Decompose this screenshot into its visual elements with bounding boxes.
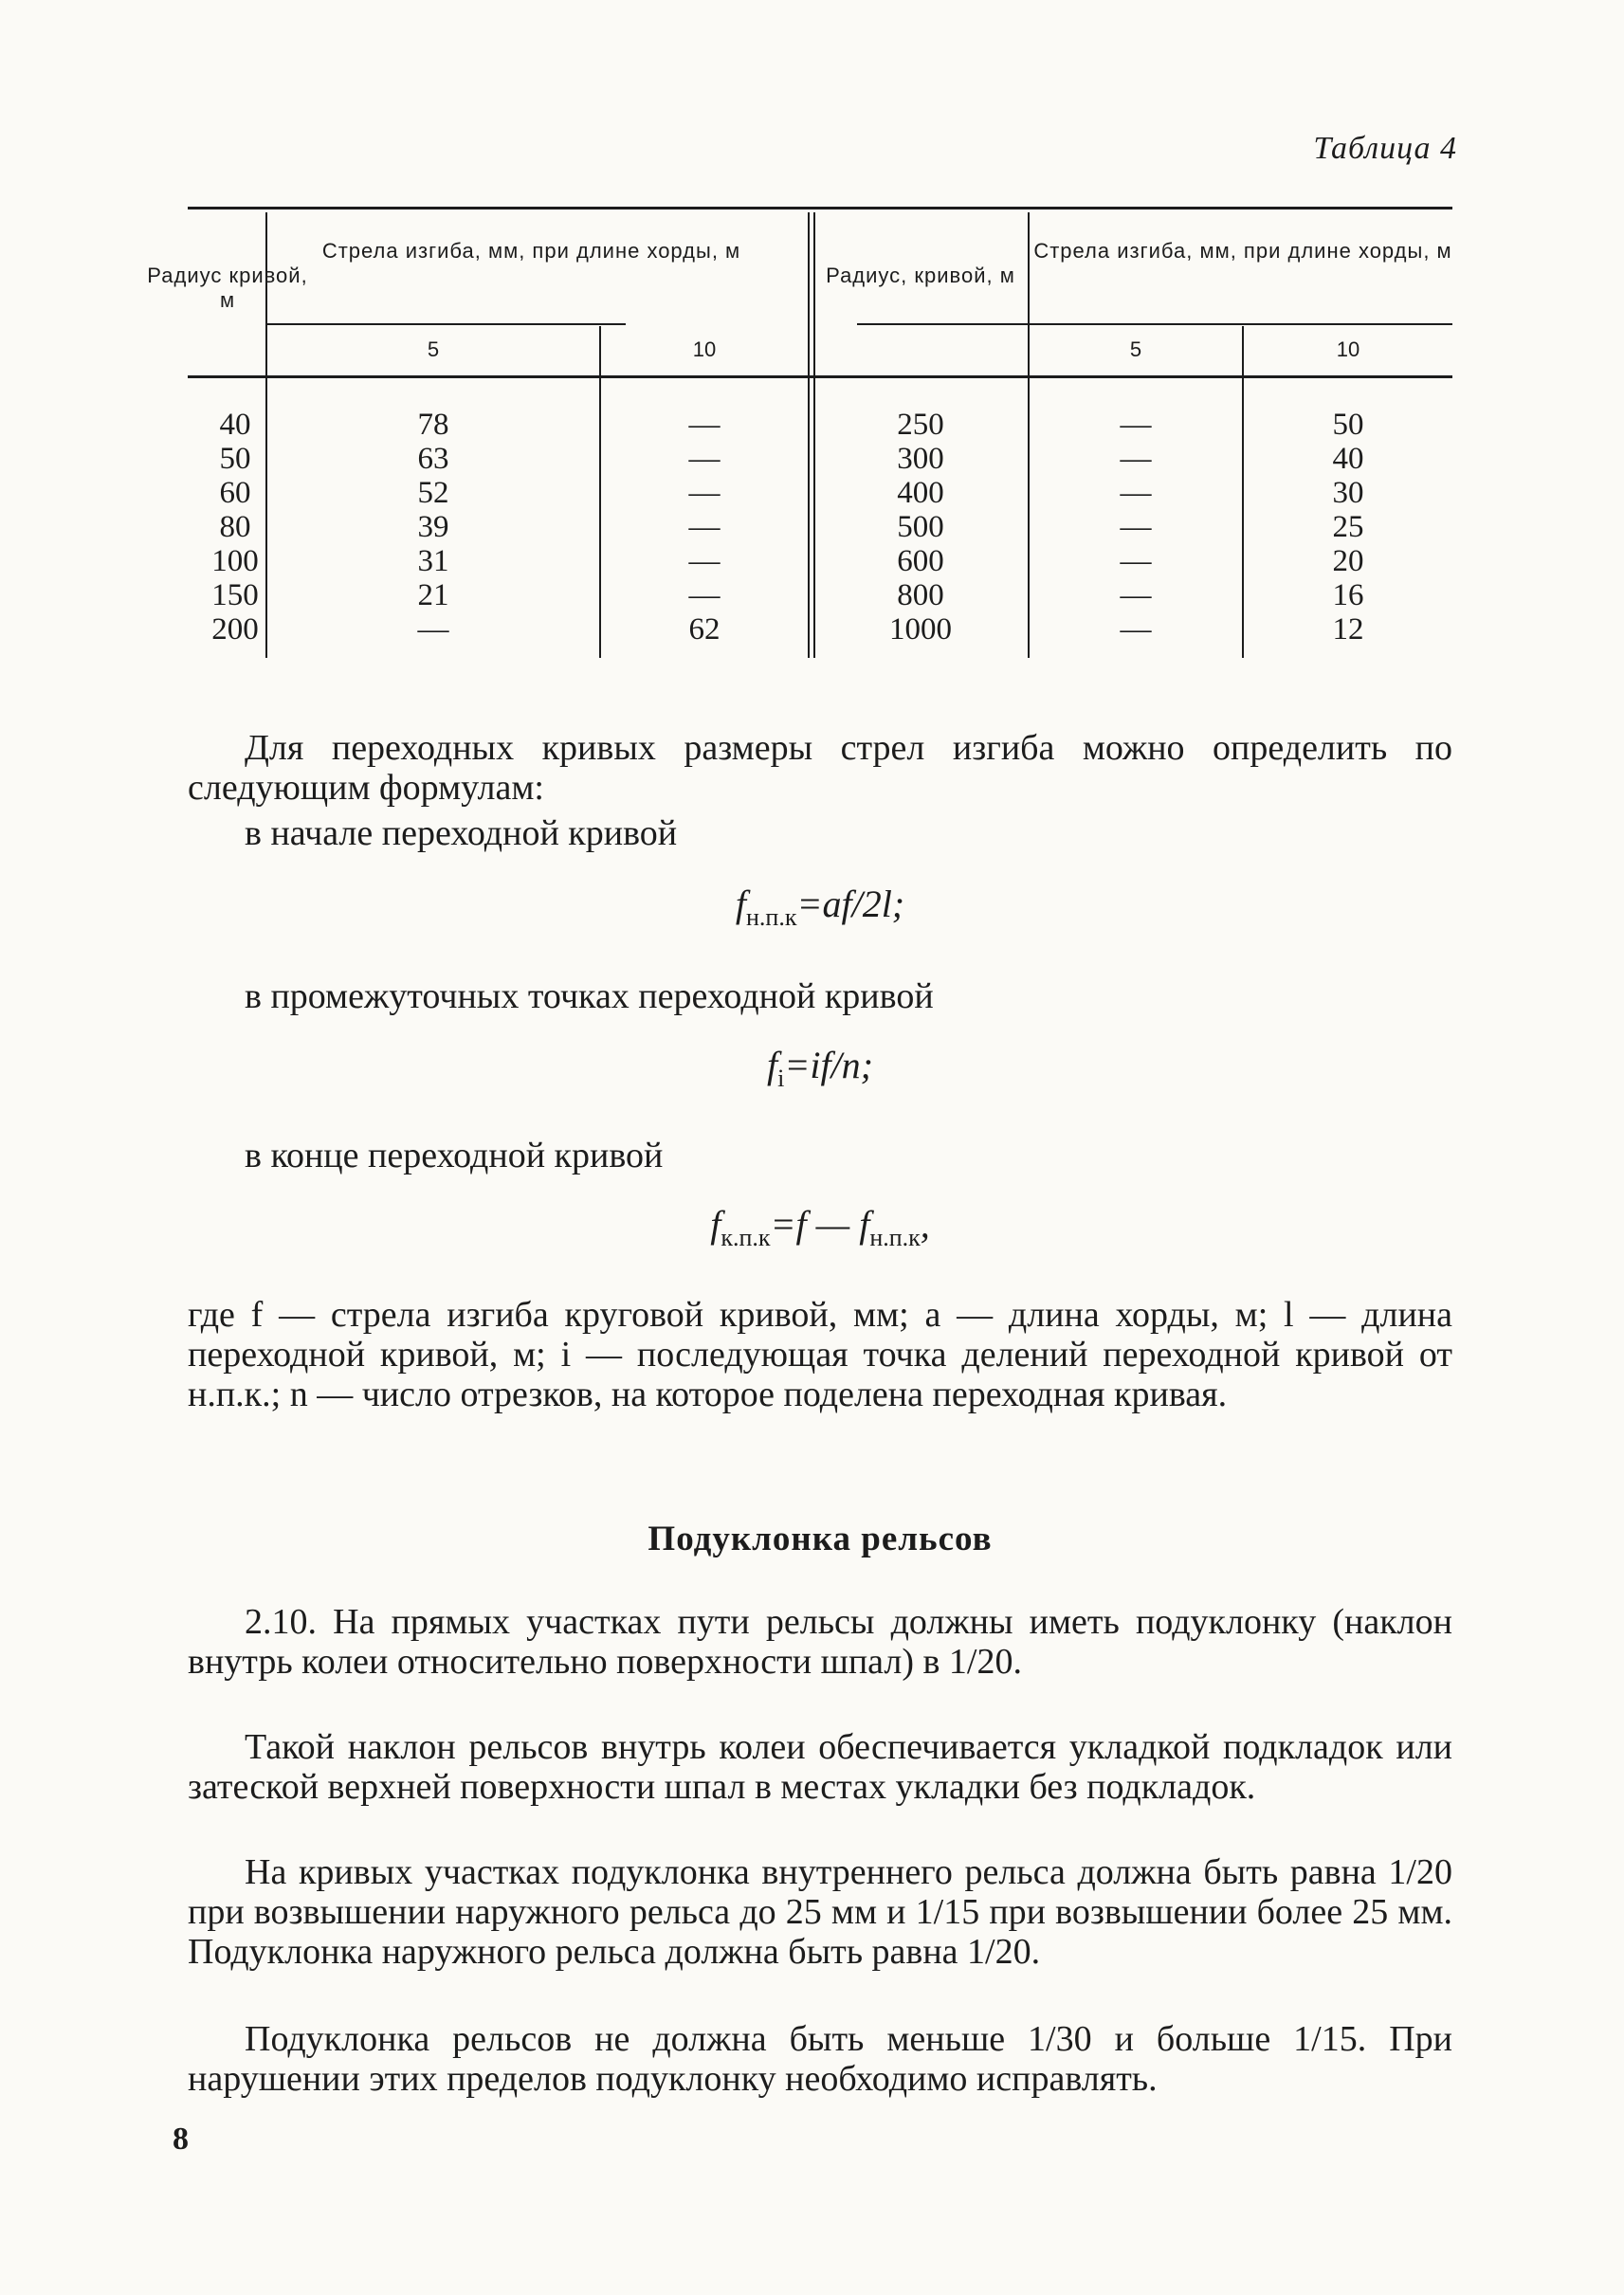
formula-middle-sub: i — [777, 1065, 785, 1092]
paragraph-curves: На кривых участках подуклонка внутреннего рельса должна быть равна 1/20 при возвышении наружного рельса до 25 мм и 1/15 при возвышении более 25 мм. Подуклонка наружного рельса должна быть равна 1/20. — [188, 1852, 1452, 1972]
header-chord-5: 5 — [427, 337, 440, 361]
table-cell: 21 — [417, 578, 449, 612]
section-title: Подуклонка рельсов — [648, 1520, 993, 1558]
table-cell: — — [417, 612, 449, 647]
table-cell: — — [1120, 544, 1152, 578]
table-cell: 12 — [1332, 612, 1364, 647]
header-subdivider-right — [857, 323, 1452, 325]
header-radius-2: Радиус, кривой, м — [826, 264, 1015, 287]
table-cell: 1000 — [889, 612, 952, 647]
formula-end-sub2: н.п.к — [869, 1224, 921, 1251]
table-cell: — — [688, 578, 721, 612]
table-cell: — — [1120, 578, 1152, 612]
table-cell: 200 — [211, 612, 259, 647]
formula-middle — [188, 1043, 1452, 1093]
table-cell: 39 — [417, 510, 449, 544]
table-caption: Таблица 4 — [1313, 131, 1457, 166]
table-cell: 100 — [211, 544, 259, 578]
case-middle-text: в промежуточных точках переходной кривой — [245, 976, 934, 1016]
formula-middle-rhs: =if/n; — [784, 1044, 873, 1086]
column-radius-right — [815, 408, 1026, 647]
table-cell: 20 — [1332, 544, 1364, 578]
formula-end-mid: =f — f — [770, 1203, 870, 1246]
formula-start — [188, 882, 1452, 932]
formula-middle-lhs: f — [766, 1044, 778, 1086]
table-vline — [808, 212, 810, 658]
table-cell: — — [688, 544, 721, 578]
table-cell: 62 — [688, 612, 721, 647]
table-cell: — — [1120, 510, 1152, 544]
paragraph-2-10: 2.10. На прямых участках пути рельсы должны иметь подуклонку (наклон внутрь колеи относительно поверхности шпал) в 1/20. — [188, 1602, 1452, 1682]
table-cell: 78 — [417, 408, 449, 442]
table-cell: 250 — [897, 408, 944, 442]
formula-start-lhs: f — [735, 883, 746, 925]
case-end-text: в конце переходной кривой — [245, 1136, 664, 1175]
case-start-text: в начале переходной кривой — [245, 813, 678, 853]
table-top-rule — [188, 207, 1452, 209]
table-cell: 300 — [897, 442, 944, 476]
paragraph-limits: Подуклонка рельсов не должна быть меньше 1/30 и больше 1/15. При нарушении этих пределов подуклонку необходимо исправлять. — [188, 2019, 1452, 2099]
header-sag-2: Стрела изгиба, мм, при длине хорды, м — [1033, 239, 1452, 263]
table-header-rule — [188, 375, 1452, 378]
table-cell: 40 — [219, 408, 251, 442]
table-cell: 80 — [219, 510, 251, 544]
table-cell: 63 — [417, 442, 449, 476]
table-cell: 600 — [897, 544, 944, 578]
table-cell: 52 — [417, 476, 449, 510]
header-chord-10-right: 10 — [1336, 337, 1360, 361]
column-c5-right — [1030, 408, 1242, 647]
formula-start-rhs: =af/2l; — [796, 883, 905, 925]
table-cell: 25 — [1332, 510, 1364, 544]
formula-start-sub: н.п.к — [746, 903, 797, 931]
paragraph-rail-tilt: Такой наклон рельсов внутрь колеи обеспечивается укладкой подкладок или затеской верхней поверхности шпал в местах укладки без подкладок. — [188, 1727, 1452, 1807]
table-cell: — — [688, 442, 721, 476]
page-number: 8 — [173, 2122, 189, 2157]
header-radius: Радиус кривой, м — [147, 264, 308, 312]
table-cell: — — [688, 476, 721, 510]
header-chord-10: 10 — [692, 337, 717, 361]
table-cell: — — [1120, 612, 1152, 647]
table-cell: 50 — [219, 442, 251, 476]
formula-end — [188, 1202, 1452, 1252]
table-cell: — — [1120, 442, 1152, 476]
table-cell: 60 — [219, 476, 251, 510]
formula-end-lhs: f — [710, 1203, 721, 1246]
sag-table — [147, 207, 1452, 681]
column-c10-right — [1244, 408, 1452, 647]
table-cell: 800 — [897, 578, 944, 612]
formula-end-tail: , — [920, 1203, 930, 1246]
table-cell: — — [1120, 408, 1152, 442]
table-cell: 31 — [417, 544, 449, 578]
formula-end-sub: к.п.к — [721, 1224, 771, 1251]
table-cell: — — [688, 510, 721, 544]
header-sag: Стрела изгиба, мм, при длине хорды, м — [321, 239, 741, 263]
table-cell: 150 — [211, 578, 259, 612]
table-cell: — — [688, 408, 721, 442]
table-cell: 40 — [1332, 442, 1364, 476]
table-cell: — — [1120, 476, 1152, 510]
column-c10-left — [601, 408, 808, 647]
intro-paragraph: Для переходных кривых размеры стрел изгиба можно определить по следующим формулам: — [188, 728, 1452, 808]
table-cell: 500 — [897, 510, 944, 544]
table-cell: 50 — [1332, 408, 1364, 442]
header-chord-5-right: 5 — [1129, 337, 1142, 361]
where-paragraph: где f — стрела изгиба круговой кривой, мм; a — длина хорды, м; l — длина переходной кривой, м; i — последующая точка делений переходной кривой от н.п.к.; n — число отрезков, на которое поделена переходная кривая. — [188, 1295, 1452, 1414]
column-c5-left — [267, 408, 599, 647]
table-cell: 16 — [1332, 578, 1364, 612]
header-subdivider-left — [265, 323, 626, 325]
table-cell: 30 — [1332, 476, 1364, 510]
table-cell: 400 — [897, 476, 944, 510]
